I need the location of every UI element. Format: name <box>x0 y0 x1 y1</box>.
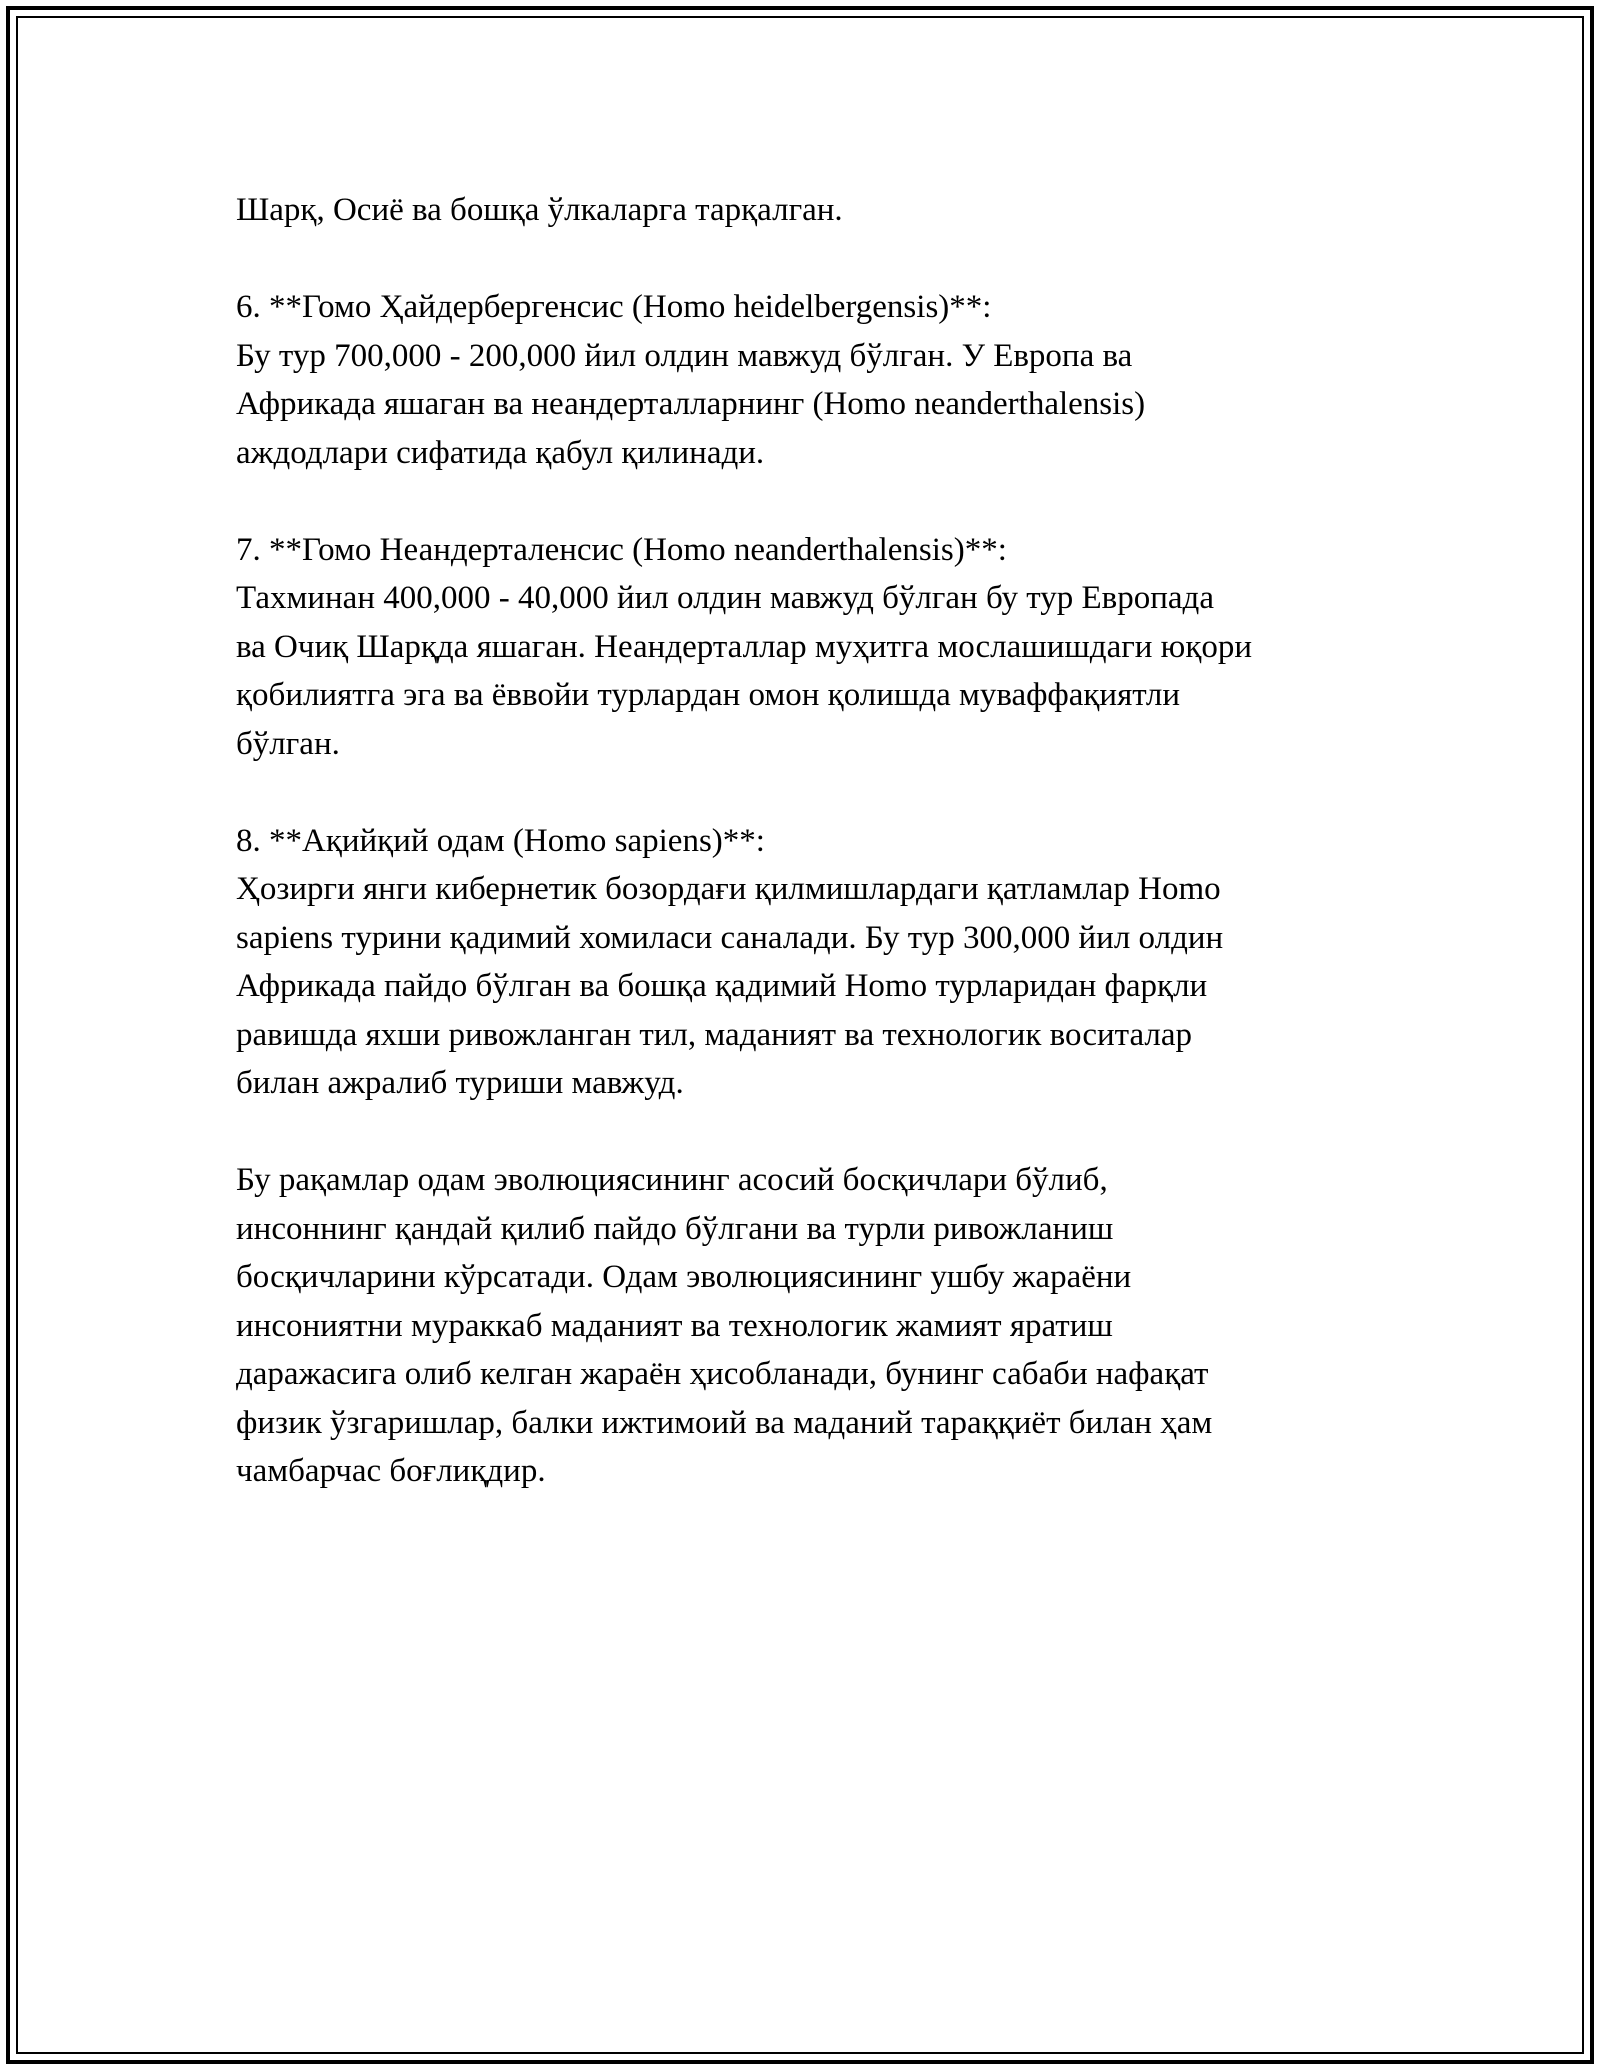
text-line: Шарқ, Осиё ва бошқа ўлкаларга тарқалган. <box>236 192 843 228</box>
text-line: инсониятни мураккаб маданият ва технологик жамият яратиш <box>236 1307 1113 1344</box>
text-line: sapiens турини қадимий хомиласи саналади. Бу тур 300,000 йил олдин <box>236 919 1224 956</box>
text-line: Бу рақамлар одам эволюциясининг асосий босқичлари бўлиб, <box>236 1162 1108 1198</box>
section-heading: 8. **Ақийқий одам (Homo sapiens)**: <box>236 822 765 859</box>
text-line: инсоннинг қандай қилиб пайдо бўлгани ва турли ривожланиш <box>236 1210 1114 1247</box>
text-line: аждодлари сифатида қабул қилинади. <box>236 434 765 471</box>
paragraph-continuation <box>236 186 1396 235</box>
text-line: чамбарчас боғлиқдир. <box>236 1453 546 1489</box>
paragraph-homo-neanderthalensis <box>236 526 1396 769</box>
text-line: даражасига олиб келган жараён ҳисобланади, бунинг сабаби нафақат <box>236 1356 1209 1392</box>
section-heading: 6. **Гомо Ҳайдербергенсис (Homo heidelbergensis)**: <box>236 289 992 325</box>
text-line: Африкада яшаган ва неандерталларнинг (Homo neanderthalensis) <box>236 386 1146 422</box>
text-line: равишда яхши ривожланган тил, маданият ва технологик воситалар <box>236 1016 1193 1053</box>
paragraph-conclusion <box>236 1156 1396 1496</box>
text-line: қобилиятга эга ва ёввойи турлардан омон қолишда муваффақиятли <box>236 677 1180 713</box>
text-line: бўлган. <box>236 725 340 762</box>
text-line: Бу тур 700,000 - 200,000 йил олдин мавжуд бўлган. У Европа ва <box>236 337 1133 374</box>
text-line: Тахминан 400,000 - 40,000 йил олдин мавжуд бўлган бу тур Европада <box>236 580 1214 616</box>
text-line: физик ўзгаришлар, балки ижтимоий ва маданий тараққиёт билан ҳам <box>236 1404 1213 1441</box>
paragraph-homo-heidelbergensis <box>236 283 1396 477</box>
text-line: босқичларини кўрсатади. Одам эволюциясининг ушбу жараёни <box>236 1259 1132 1295</box>
text-line: Африкада пайдо бўлган ва бошқа қадимий Homo турларидан фарқли <box>236 968 1208 1004</box>
text-line: ва Очиқ Шарқда яшаган. Неандерталлар муҳитга мослашишдаги юқори <box>236 628 1253 665</box>
section-heading: 7. **Гомо Неандерталенсис (Homo neanderthalensis)**: <box>236 531 1007 568</box>
document-body <box>236 186 1396 1544</box>
paragraph-homo-sapiens <box>236 817 1396 1108</box>
text-line: билан ажралиб туриши мавжуд. <box>236 1065 684 1101</box>
text-line: Ҳозирги янги кибернетик бозордағи қилмишлардаги қатламлар Homo <box>236 871 1221 907</box>
